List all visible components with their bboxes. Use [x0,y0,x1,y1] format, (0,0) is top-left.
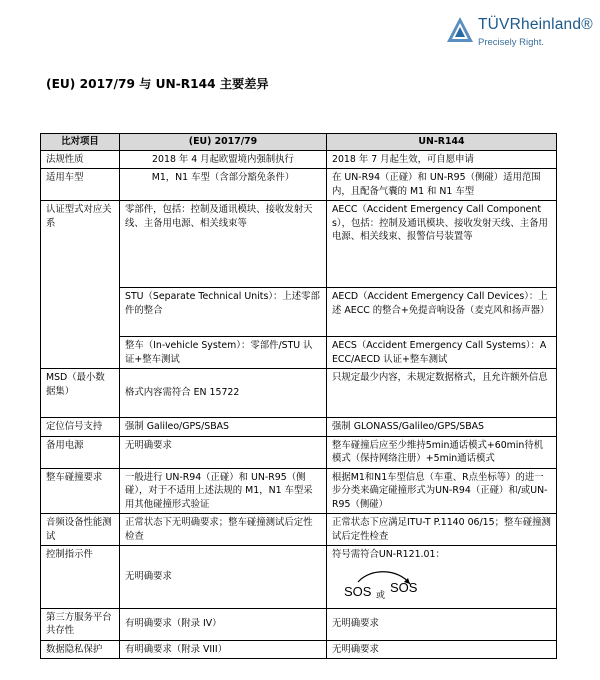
triangle-logo-icon [446,16,474,44]
row-label: 法规性质 [41,150,120,169]
header-item: 比对项目 [41,134,120,151]
table-row [41,418,557,437]
table-row [41,150,557,169]
cell-eu: 2018 年 4 月起欧盟境内强制执行 [120,150,327,169]
table-row [41,640,557,659]
table-row [41,546,557,609]
cell-un: AECD（Accident Emergency Call Devices）：上述 AECC 的整合+免提音响设备（麦克风和扬声器） [327,288,557,337]
comparison-table [40,133,557,659]
cell-eu: 强制 Galileo/GPS/SBAS [120,418,327,437]
row-label: 定位信号支持 [41,418,120,437]
cell-eu: 格式内容需符合 EN 15722 [120,369,327,418]
cell-un: 2018 年 7 月起生效，可自愿申请 [327,150,557,169]
cell-un: 无明确要求 [327,608,557,640]
indicator-requirement: 符号需符合UN-R121.01： [332,549,445,560]
cell-eu: 有明确要求（附录 VIII） [120,640,327,659]
cell-un: 强制 GLONASS/Galileo/GPS/SBAS [327,418,557,437]
table-row [41,169,557,201]
sos-text-a: SOS [344,583,372,599]
cell-eu: 一般进行 UN-R94（正碰）和 UN-R95（侧碰），对于不适用上述法规的 M1，N1 车型采用其他碰撞形式验证 [120,468,327,514]
cell-un: 只规定最少内容，未规定数据格式，且允许额外信息 [327,369,557,418]
header-eu: (EU) 2017/79 [120,134,327,151]
table-row [41,468,557,514]
logo-brand-name: TÜVRheinland® [478,16,593,33]
cell-eu: 有明确要求（附录 IV） [120,608,327,640]
cell-un: 整车碰撞后应至少维持5min通话模式+60min待机模式（保持网络注册）+5min通话模式 [327,436,557,468]
sos-symbols [332,562,551,606]
cell-eu: 正常状态下无明确要求；整车碰撞测试后定性检查 [120,514,327,546]
cell-un: 在 UN-R94（正碰）和 UN-R95（侧碰）适用范围内，且配备气囊的 M1 和 N1 车型 [327,169,557,201]
sos-or: 或 [376,590,386,601]
table-row [41,369,557,418]
cell-eu: 无明确要求 [120,546,327,609]
row-label: 适用车型 [41,169,120,201]
cell-un: AECC（Accident Emergency Call Components），包括：控制及通讯模块、接收发射天线、主备用电源、相关线束、报警信号装置等 [327,201,557,288]
row-label: 第三方服务平台共存性 [41,608,120,640]
row-label: 音频设备性能测试 [41,514,120,546]
row-label: 整车碰撞要求 [41,468,120,514]
cell-eu: 整车（In-vehicle System）：零部件/STU 认证+整车测试 [120,337,327,369]
cell-eu: 零部件，包括：控制及通讯模块、接收发射天线、主备用电源、相关线束等 [120,201,327,288]
row-label: 数据隐私保护 [41,640,120,659]
sos-text-b: SOS [390,579,418,595]
page-heading: (EU) 2017/79 与 UN-R144 主要差异 [46,77,269,91]
table-row [41,436,557,468]
table-header-row [41,134,557,151]
tuv-rheinland-logo [446,10,596,70]
cell-un: AECS（Accident Emergency Call Systems）：AECC/AECD 认证+整车测试 [327,337,557,369]
table-row [41,201,557,288]
row-label: 控制指示件 [41,546,120,609]
header-un: UN-R144 [327,134,557,151]
cell-eu: STU（Separate Technical Units）：上述零部件的整合 [120,288,327,337]
cell-eu: 无明确要求 [120,436,327,468]
row-label: 认证型式对应关系 [41,201,120,369]
cell-eu: M1，N1 车型（含部分豁免条件） [120,169,327,201]
table-row [41,608,557,640]
cell-un: 根据M1和N1车型信息（车重、R点坐标等）的进一步分类来确定碰撞形式为UN-R94（正碰）和/或UN-R95（侧碰） [327,468,557,514]
sos-symbol-icon [340,570,440,602]
logo-tagline: Precisely Right. [478,37,544,48]
row-label: MSD（最小数据集） [41,369,120,418]
cell-un [327,546,557,609]
table-row [41,514,557,546]
cell-un: 无明确要求 [327,640,557,659]
row-label: 备用电源 [41,436,120,468]
cell-un: 正常状态下应满足ITU-T P.1140 06/15；整车碰撞测试后定性检查 [327,514,557,546]
